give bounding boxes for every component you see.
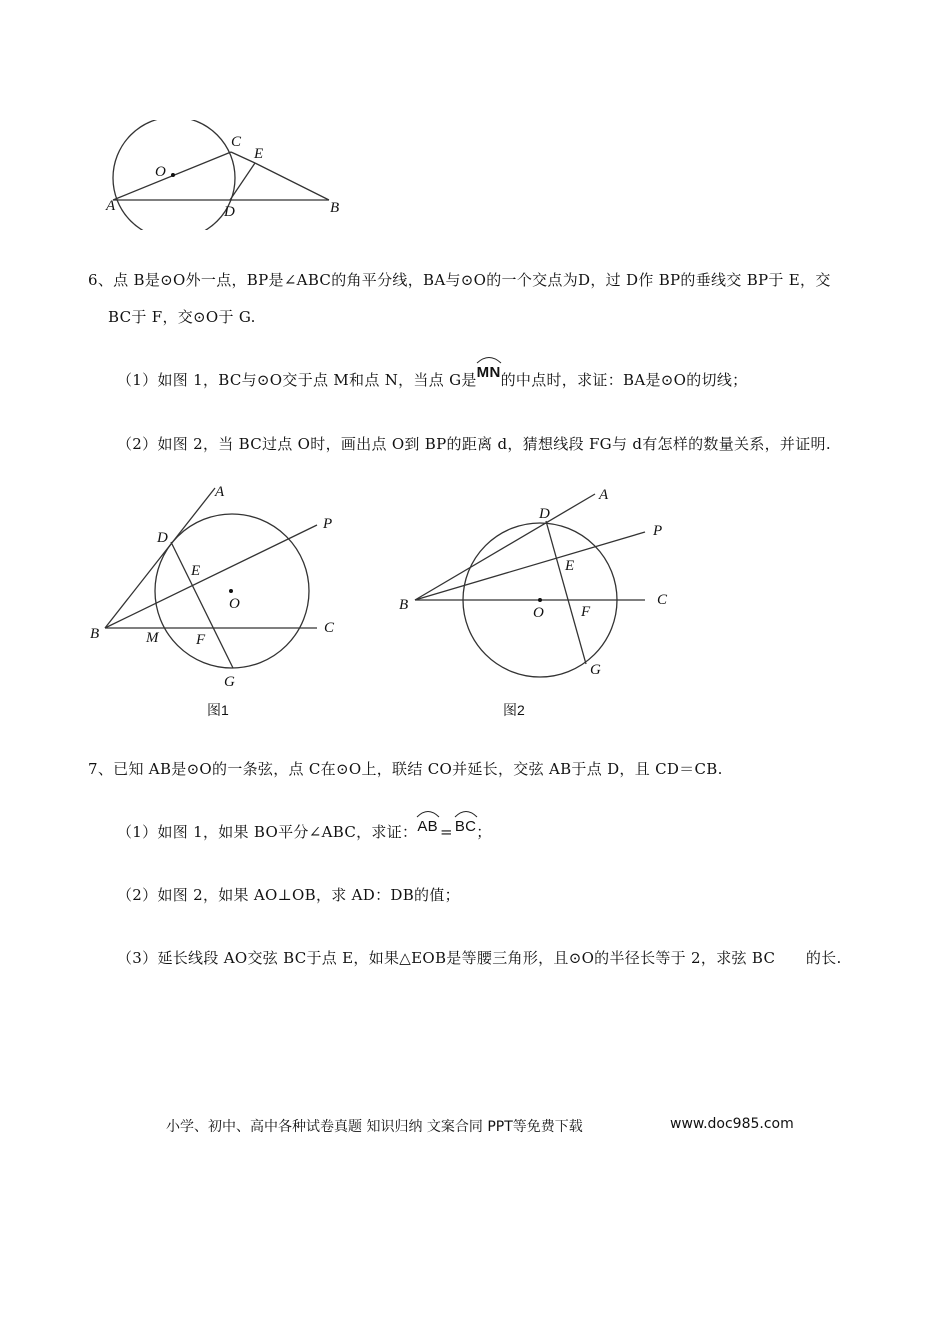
arc-AB: [417, 817, 438, 837]
fig1-label-A: A: [215, 484, 225, 500]
fig2-ray-BP: [415, 532, 645, 600]
q6-part2: （2）如图 2，当 BC过点 O时，画出点 O到 BP的距离 d，猜想线段 FG与 d有怎样的数量关系，并证明.: [117, 435, 831, 453]
fig2-label-G: G: [590, 662, 601, 678]
fig2-label-D: D: [539, 506, 550, 522]
arc-BC: [455, 817, 476, 837]
fig1-caption: 图1: [207, 702, 229, 718]
fig2-label-B: B: [399, 597, 409, 613]
fig2-label-P: P: [653, 523, 663, 539]
fig1-segment-DG: [171, 542, 233, 668]
segment-CE: [231, 152, 255, 163]
label-D: D: [224, 204, 235, 220]
fig2-label-F: F: [581, 604, 591, 620]
footer-text: 小学、初中、高中各种试卷真题 知识归纳 文案合同 PPT等免费下载: [166, 1119, 583, 1135]
q7-part1: [117, 818, 492, 843]
fig2-caption: 图2: [503, 702, 525, 718]
fig1-label-E: E: [191, 563, 201, 579]
q7-part3: （3）延长线段 AO交弦 BC于点 E，如果△EOB是等腰三角形，且⊙O的半径长等于 2，求弦 BC 的长.: [117, 949, 842, 967]
q6-line2: BC于 F，交⊙O于 G.: [108, 308, 256, 326]
fig1-ray-BA: [105, 488, 215, 628]
arc-MN-label: MN: [476, 364, 501, 381]
fig1-label-G: G: [224, 674, 235, 690]
fig1-label-M: M: [146, 630, 159, 646]
q7-part1-eq: =: [439, 823, 453, 841]
figure-2: [395, 478, 685, 698]
fig1-center-dot: [229, 589, 233, 593]
figure-1: [85, 478, 355, 698]
fig1-label-C: C: [324, 620, 335, 636]
fig2-label-C: C: [657, 592, 668, 608]
fig1-label-F: F: [196, 632, 206, 648]
fig1-label-B: B: [90, 626, 100, 642]
fig2-label-E: E: [565, 558, 575, 574]
label-A: A: [106, 198, 116, 214]
arc-MN: [477, 363, 501, 383]
fig2-segment-DG: [546, 521, 586, 664]
fig1-label-D: D: [157, 530, 168, 546]
label-E: E: [254, 146, 264, 162]
q7-part1-before: （1）如图 1，如果 BO平分∠ABC，求证：: [117, 823, 418, 841]
label-B: B: [330, 200, 340, 216]
arc-AB-label: AB: [417, 818, 438, 835]
fig1-ray-BP: [105, 525, 317, 628]
q6-part1-after: 的中点时，求证：BA是⊙O的切线；: [500, 371, 748, 389]
label-C: C: [231, 134, 242, 150]
footer-url[interactable]: www.doc985.com: [670, 1116, 794, 1132]
center-dot-O: [171, 173, 175, 177]
q6-line1: 6、点 B是⊙O外一点，BP是∠ABC的角平分线，BA与⊙O的一个交点为D，过 D作 BP的垂线交 BP于 E，交: [88, 271, 831, 289]
q6-part1-before: （1）如图 1，BC与⊙O交于点 M和点 N，当点 G是: [117, 371, 477, 389]
q7-line1: 7、已知 AB是⊙O的一条弦，点 C在⊙O上，联结 CO并延长，交弦 AB于点 D，且 CD＝CB.: [88, 760, 723, 778]
fig2-label-O: O: [533, 605, 544, 621]
fig1-label-P: P: [323, 516, 333, 532]
fig2-label-A: A: [599, 487, 609, 503]
fig1-label-O: O: [229, 596, 240, 612]
fig2-center-dot: [538, 598, 542, 602]
q7-part2: （2）如图 2，如果 AO⊥OB，求 AD：DB的值；: [117, 886, 460, 904]
top-figure: [100, 120, 360, 230]
q6-part1: [117, 364, 748, 391]
q7-part1-after: ；: [476, 823, 492, 841]
arc-BC-label: BC: [454, 818, 477, 835]
segment-EB: [255, 163, 329, 200]
label-O: O: [155, 164, 166, 180]
fig2-ray-BA: [415, 494, 595, 600]
